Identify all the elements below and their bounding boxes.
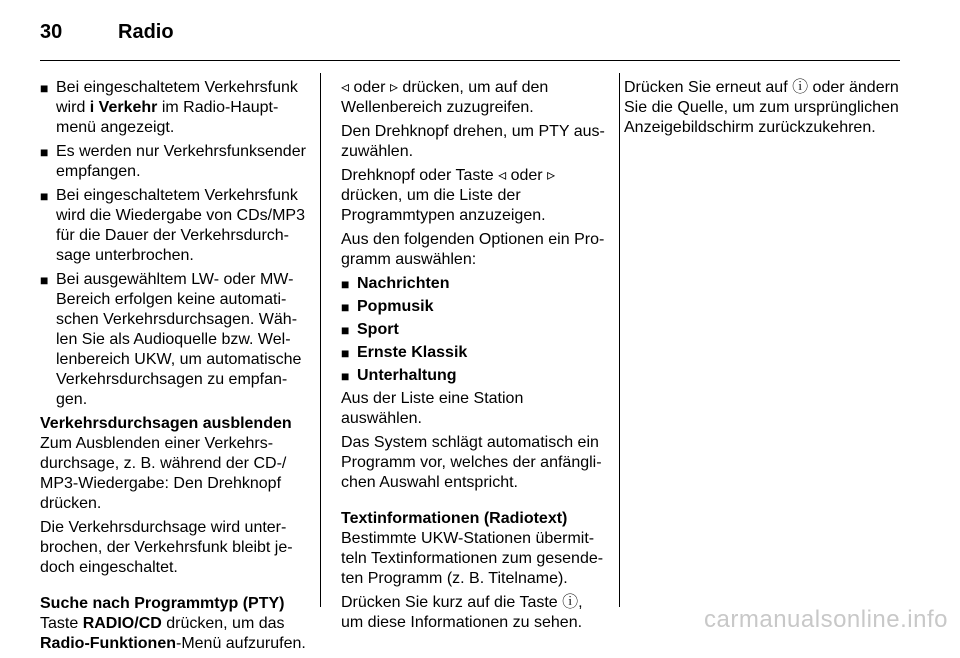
paragraph: Taste RADIO/CD drücken, um das Radio-Funktionen-Menü aufzurufen. xyxy=(40,615,306,652)
paragraph: Aus den folgenden Optionen ein Programm auswählen: xyxy=(341,231,605,268)
watermark: carmanualsonline.info xyxy=(704,606,948,633)
bullet-marker: ■ xyxy=(341,276,350,292)
paragraph: Den Drehknopf drehen, um PTY auszuwählen. xyxy=(341,123,605,160)
option-item: ■ Ernste Klassik xyxy=(341,344,468,361)
column-divider-1 xyxy=(320,73,321,607)
bullet-text: Bei ausgewähltem LW- oder MW-Bereich erfolgen keine automatischen Verkehrsdurchsagen. Wählen Sie als Audioquelle bzw. Wellenbereich UKW, um automatische Verkehrsdurchsagen zu empfangen. xyxy=(56,271,302,408)
bullet-text: Bei eingeschaltetem Verkehrsfunk wird i Verkehr im Radio-Hauptmenü angezeigt. xyxy=(56,79,298,136)
bullet-text: Es werden nur Verkehrsfunksender empfangen. xyxy=(56,143,306,180)
radio-functions-menu-label: Radio-Funktionen xyxy=(40,635,176,652)
paragraph: Bestimmte UKW-Stationen übermitteln Textinformationen zum gesendeten Programm (z. B. Titelname). xyxy=(341,530,604,587)
bullet-marker: ■ xyxy=(40,144,49,160)
column-1 xyxy=(40,78,308,658)
option-item: ■ Unterhaltung xyxy=(341,367,457,384)
option-item: ■ Sport xyxy=(341,321,399,338)
bullet-item xyxy=(40,270,308,410)
section-heading: Verkehrsdurchsagen ausblenden xyxy=(40,415,292,432)
paragraph: Aus der Liste eine Station auswählen. xyxy=(341,390,524,427)
page-number: 30 xyxy=(40,21,63,43)
paragraph: Das System schlägt automatisch ein Programm vor, welches der anfänglichen Auswahl entspricht. xyxy=(341,434,602,491)
bullet-item xyxy=(40,78,308,138)
bullet-marker: ■ xyxy=(341,345,350,361)
column-2 xyxy=(341,78,605,637)
paragraph: Zum Ausblenden einer Verkehrsdurchsage, z. B. während der CD-/ MP3-Wiedergabe: Den Drehknopf drücken. xyxy=(40,435,287,512)
option-item: ■ Popmusik xyxy=(341,298,434,315)
bullet-text: Bei eingeschaltetem Verkehrsfunk wird die Wiedergabe von CDs/MP3 für die Dauer der Verkehrsdurchsage unterbrochen. xyxy=(56,187,305,264)
paragraph: ◃ oder ▹ drücken, um auf den Wellenbereich zuzugreifen. xyxy=(341,79,549,116)
paragraph: Die Verkehrsdurchsage wird unterbrochen, der Verkehrsfunk bleibt jedoch eingeschaltet. xyxy=(40,519,293,576)
section-heading: Textinformationen (Radiotext) xyxy=(341,510,568,527)
bullet-item xyxy=(40,186,308,266)
bullet-marker: ■ xyxy=(341,368,350,384)
option-item: ■ Nachrichten xyxy=(341,275,450,292)
paragraph: Drücken Sie kurz auf die Taste ⓘ, um diese Informationen zu sehen. xyxy=(341,594,583,631)
section-heading: Suche nach Programmtyp (PTY) xyxy=(40,595,285,612)
bullet-marker: ■ xyxy=(40,272,49,288)
bullet-item xyxy=(40,142,308,182)
column-divider-2 xyxy=(619,73,620,607)
bullet-marker: ■ xyxy=(341,322,350,338)
bullet-marker: ■ xyxy=(341,299,350,315)
paragraph: Drücken Sie erneut auf ⓘ oder ändern Sie die Quelle, um zum ursprünglichen Anzeigebildschirm zurückzukehren. xyxy=(624,79,899,136)
bullet-marker: ■ xyxy=(40,188,49,204)
traffic-indicator-label: i Verkehr xyxy=(89,99,158,116)
page-title: Radio xyxy=(118,21,174,43)
column-3 xyxy=(624,78,906,142)
radio-cd-key-label: RADIO/CD xyxy=(82,615,162,632)
paragraph: Drehknopf oder Taste ◃ oder ▹ drücken, um die Liste der Programmtypen anzuzeigen. xyxy=(341,167,556,224)
header-rule xyxy=(40,60,900,61)
bullet-marker: ■ xyxy=(40,80,49,96)
